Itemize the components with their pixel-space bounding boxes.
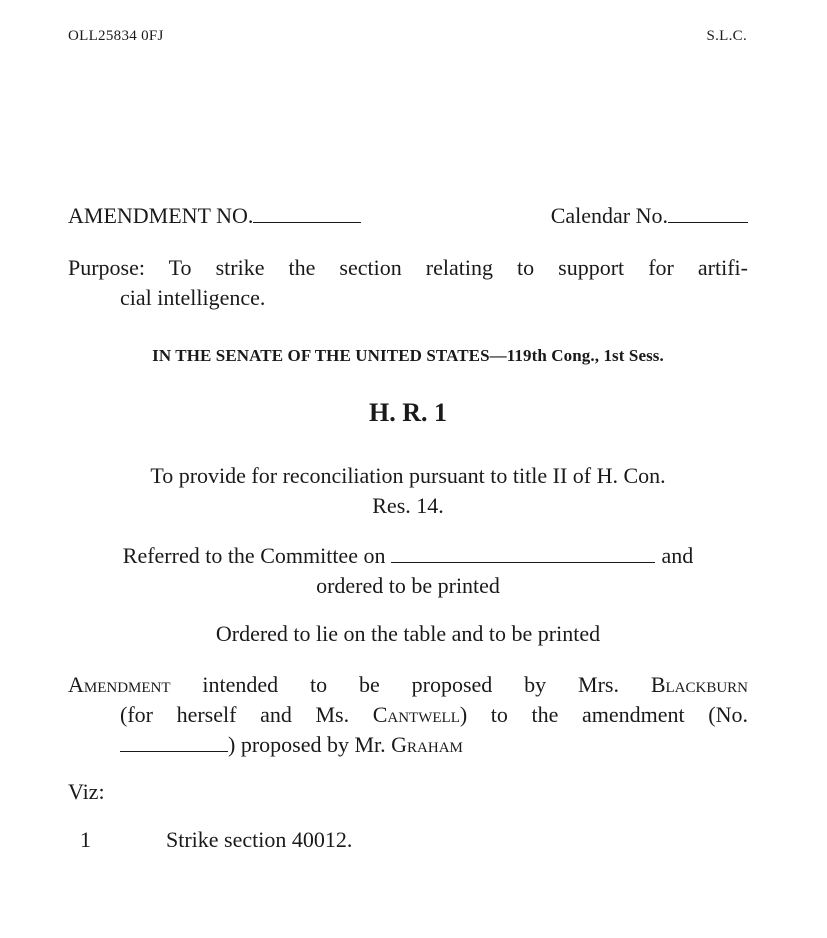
- amendment-line-2: [68, 700, 748, 730]
- referral-and: and: [661, 543, 694, 568]
- purpose-line-1: Purpose: To strike the section relating to support for artifi-: [68, 255, 748, 280]
- amendment-line-1: [68, 670, 748, 700]
- calendar-number-label: Calendar No.: [550, 203, 668, 228]
- referral-line-2: ordered to be printed: [316, 573, 500, 598]
- ordered-line: Ordered to lie on the table and to be printed: [215, 621, 601, 646]
- bill-description: [68, 461, 748, 521]
- calendar-number-field: [551, 203, 748, 229]
- sponsor-name: Blackburn: [650, 672, 748, 697]
- committee-blank: [391, 544, 655, 563]
- amendment-no-blank: [120, 733, 228, 752]
- office-code: S.L.C.: [706, 28, 747, 44]
- amendment-line-2-open: (for herself and Ms.: [120, 702, 350, 727]
- amendment-line-3-text: ) proposed by Mr.: [228, 732, 386, 757]
- line-text: Strike section 40012.: [166, 827, 353, 852]
- amendment-line-1-text: intended to be proposed by Mrs.: [202, 672, 619, 697]
- amendment-line-3: [68, 730, 748, 760]
- amendment-number-row: [68, 203, 748, 229]
- bill-description-line-1: To provide for reconciliation pursuant to title II of H. Con.: [150, 463, 666, 488]
- amendment-number-label: AMENDMENT NO.: [68, 203, 254, 228]
- senate-heading: IN THE SENATE OF THE UNITED STATES—119th Cong., 1st Sess.: [152, 346, 664, 365]
- amendment-line-2-rest: ) to the amendment (No.: [459, 702, 748, 727]
- referral-text: Referred to the Committee on: [122, 543, 386, 568]
- purpose-paragraph: [68, 253, 748, 313]
- cosponsor-name: Cantwell: [372, 702, 460, 727]
- calendar-number-blank: [668, 204, 748, 223]
- amendment-word: Amendment: [68, 672, 171, 697]
- proposer-name: Graham: [391, 732, 463, 757]
- amendment-number-field: [68, 203, 361, 229]
- amendment-number-blank: [253, 204, 361, 223]
- document-id: OLL25834 0FJ: [68, 28, 164, 44]
- line-number: 1: [80, 827, 91, 852]
- bill-description-line-2: Res. 14.: [372, 493, 444, 518]
- referral-paragraph: [68, 541, 748, 601]
- amendment-paragraph: [68, 670, 748, 760]
- viz-label: Viz:: [68, 779, 105, 804]
- purpose-line-2: cial intelligence.: [120, 285, 266, 310]
- bill-number: H. R. 1: [369, 398, 447, 427]
